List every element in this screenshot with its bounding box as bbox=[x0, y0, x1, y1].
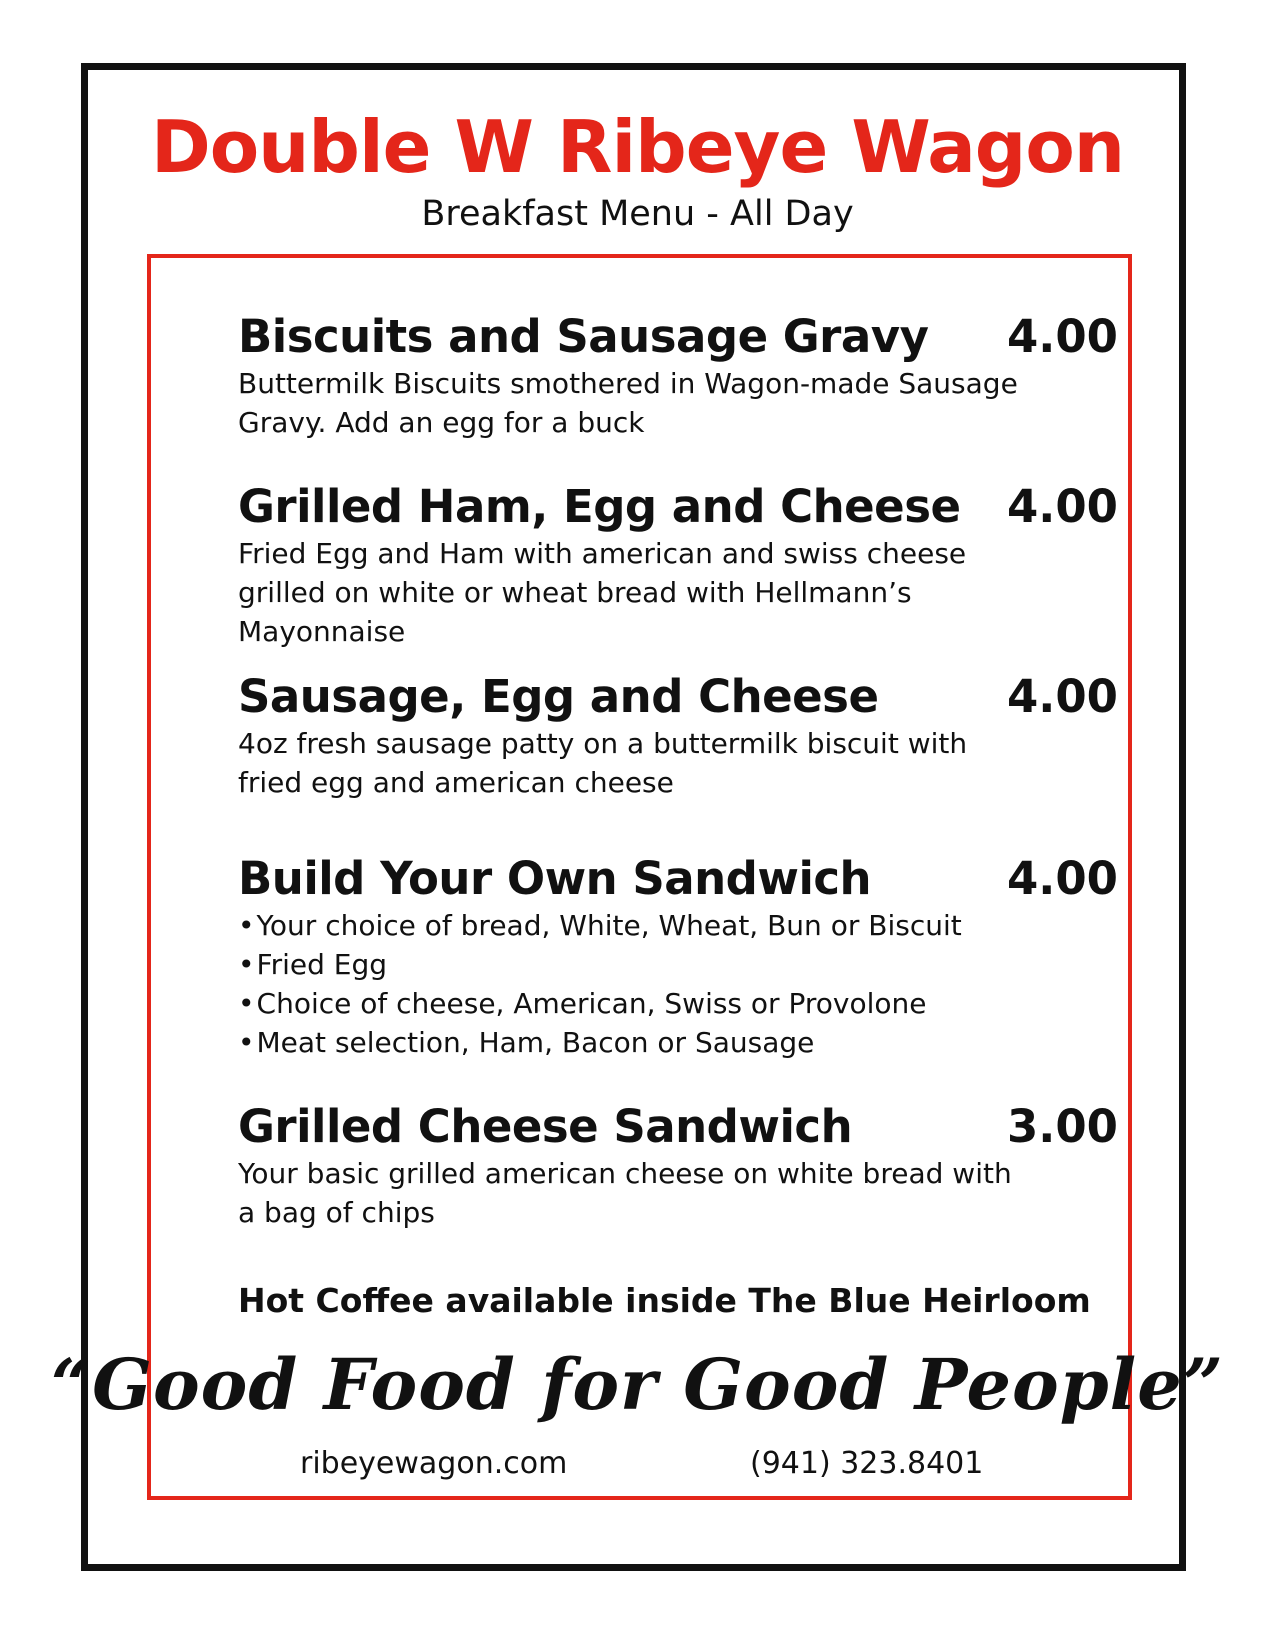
menu-item-grilled-ham-egg-cheese bbox=[238, 480, 1118, 650]
menu-item-sausage-egg-cheese bbox=[238, 670, 1118, 800]
item-description: Buttermilk Biscuits smothered in Wagon-made Sausage Gravy. Add an egg for a buck bbox=[238, 367, 1018, 439]
item-price: 4.00 bbox=[1006, 670, 1118, 723]
list-item bbox=[238, 1023, 962, 1062]
list-item bbox=[238, 984, 962, 1023]
item-price: 4.00 bbox=[1006, 852, 1118, 905]
menu-item-build-your-own bbox=[238, 852, 1118, 1092]
menu-subtitle: Breakfast Menu - All Day bbox=[421, 194, 854, 234]
coffee-note: Hot Coffee available inside The Blue Heirloom bbox=[238, 1281, 1091, 1320]
list-item bbox=[238, 906, 962, 945]
website-link[interactable]: ribeyewagon.com bbox=[300, 1446, 568, 1481]
item-price: 4.00 bbox=[1006, 480, 1118, 533]
bullet-icon: • bbox=[238, 1026, 255, 1059]
item-name: Grilled Cheese Sandwich bbox=[238, 1100, 853, 1153]
menu-item-grilled-cheese bbox=[238, 1100, 1118, 1240]
phone-number[interactable]: (941) 323.8401 bbox=[750, 1446, 984, 1481]
menu-item-biscuits-gravy bbox=[238, 310, 1118, 440]
item-name: Biscuits and Sausage Gravy bbox=[238, 310, 929, 363]
item-description: Fried Egg and Ham with american and swiss cheese grilled on white or wheat bread with Hellmann’s Mayonnaise bbox=[238, 537, 967, 648]
item-price: 3.00 bbox=[1006, 1100, 1118, 1153]
item-options-list bbox=[238, 906, 962, 1062]
bullet-icon: • bbox=[238, 909, 255, 942]
item-name: Grilled Ham, Egg and Cheese bbox=[238, 480, 961, 533]
item-description: 4oz fresh sausage patty on a buttermilk biscuit with fried egg and american cheese bbox=[238, 727, 968, 799]
option-text: Fried Egg bbox=[256, 948, 388, 981]
bullet-icon: • bbox=[238, 948, 255, 981]
item-description: Your basic grilled american cheese on white bread with a bag of chips bbox=[238, 1157, 1012, 1229]
option-text: Your choice of bread, White, Wheat, Bun or Biscuit bbox=[256, 909, 962, 942]
list-item bbox=[238, 945, 962, 984]
option-text: Meat selection, Ham, Bacon or Sausage bbox=[256, 1026, 815, 1059]
bullet-icon: • bbox=[238, 987, 255, 1020]
item-name: Sausage, Egg and Cheese bbox=[238, 670, 879, 723]
slogan: “Good Food for Good People” bbox=[50, 1343, 1225, 1426]
item-name: Build Your Own Sandwich bbox=[238, 852, 872, 905]
item-price: 4.00 bbox=[1006, 310, 1118, 363]
menu-title: Double W Ribeye Wagon bbox=[150, 105, 1125, 189]
option-text: Choice of cheese, American, Swiss or Provolone bbox=[256, 987, 927, 1020]
